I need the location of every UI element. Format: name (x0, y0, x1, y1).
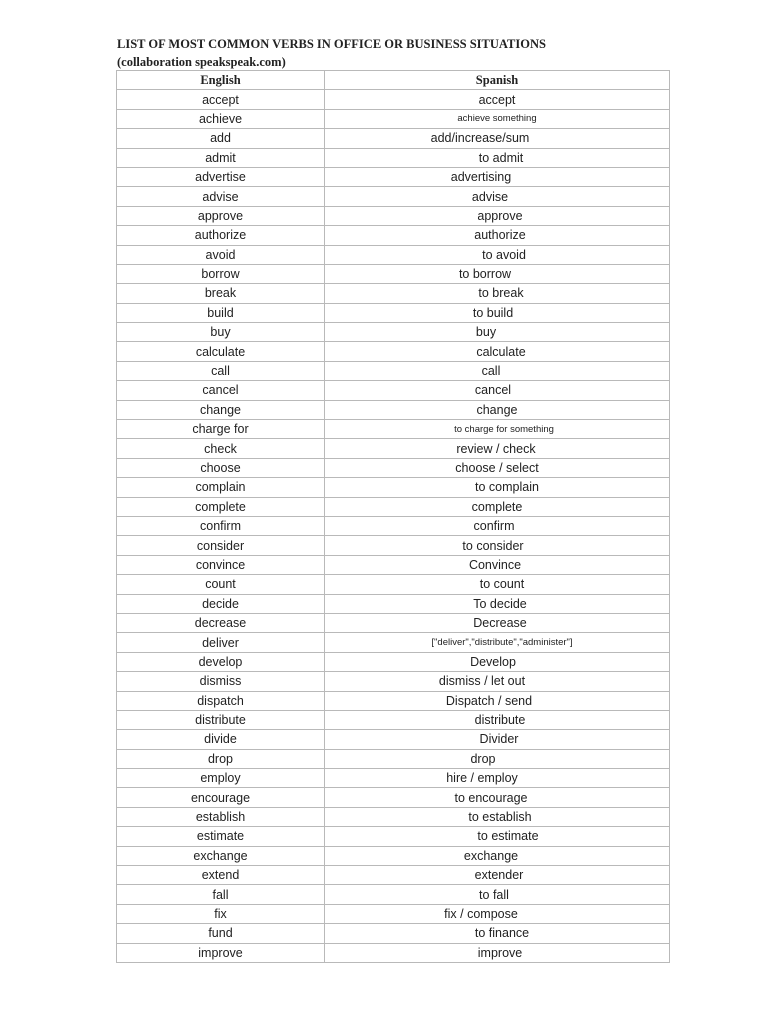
cell-spanish-text: To decide (473, 596, 527, 611)
cell-english: avoid (117, 245, 325, 264)
cell-spanish-text: to borrow (458, 267, 512, 282)
table-row (117, 90, 670, 109)
table-row (117, 749, 670, 768)
cell-spanish (325, 904, 670, 923)
cell-spanish-text: extender (474, 868, 524, 883)
cell-english: build (117, 303, 325, 322)
table-row (117, 400, 670, 419)
cell-spanish (325, 478, 670, 497)
cell-spanish-text: Decrease (473, 616, 527, 631)
table-row (117, 691, 670, 710)
cell-english: complain (117, 478, 325, 497)
cell-spanish-text: hire / employ (446, 771, 518, 786)
cell-spanish (325, 924, 670, 943)
cell-spanish-text: to avoid (482, 247, 526, 262)
table-row (117, 516, 670, 535)
cell-spanish (325, 691, 670, 710)
table-row (117, 924, 670, 943)
cell-spanish (325, 303, 670, 322)
cell-spanish (325, 109, 670, 128)
cell-english: add (117, 129, 325, 148)
table-row (117, 478, 670, 497)
verbs-table (116, 70, 670, 963)
table-row (117, 943, 670, 962)
cell-spanish-text: Dispatch / send (445, 693, 533, 708)
cell-spanish (325, 458, 670, 477)
cell-spanish-text: to count (479, 577, 525, 592)
cell-english: develop (117, 652, 325, 671)
table-row (117, 594, 670, 613)
cell-spanish-text: call (481, 364, 501, 379)
cell-english: employ (117, 769, 325, 788)
cell-spanish-text: Convince (468, 557, 522, 572)
cell-english: charge for (117, 420, 325, 439)
cell-english: accept (117, 90, 325, 109)
cell-spanish (325, 613, 670, 632)
cell-spanish-text: add/increase/sum (430, 131, 530, 146)
cell-spanish (325, 342, 670, 361)
table-row (117, 536, 670, 555)
cell-spanish (325, 943, 670, 962)
cell-english: improve (117, 943, 325, 962)
cell-spanish-text: fix / compose (444, 906, 518, 921)
cell-spanish-text: to break (478, 286, 524, 301)
table-row (117, 788, 670, 807)
cell-spanish (325, 846, 670, 865)
cell-spanish-text: to build (472, 305, 514, 320)
table-row (117, 323, 670, 342)
table-row (117, 361, 670, 380)
cell-english: count (117, 575, 325, 594)
table-row (117, 226, 670, 245)
table-row (117, 148, 670, 167)
cell-spanish-text: review / check (456, 441, 536, 456)
table-row (117, 187, 670, 206)
cell-spanish (325, 555, 670, 574)
cell-spanish-text: complete (471, 499, 523, 514)
cell-english: drop (117, 749, 325, 768)
cell-english: decrease (117, 613, 325, 632)
cell-spanish-text: to admit (478, 150, 524, 165)
cell-spanish (325, 167, 670, 186)
cell-spanish (325, 497, 670, 516)
cell-spanish-text: achieve something (457, 113, 537, 125)
table-row (117, 381, 670, 400)
cell-spanish (325, 885, 670, 904)
table-row (117, 672, 670, 691)
document-subtitle: (collaboration speakspeak.com) (117, 55, 286, 69)
cell-english: call (117, 361, 325, 380)
cell-spanish (325, 769, 670, 788)
cell-english: distribute (117, 710, 325, 729)
table-row (117, 866, 670, 885)
cell-english: consider (117, 536, 325, 555)
cell-spanish (325, 730, 670, 749)
cell-english: admit (117, 148, 325, 167)
table-row (117, 303, 670, 322)
cell-spanish-text: accept (478, 92, 516, 107)
table-header-row (117, 71, 670, 90)
cell-spanish (325, 710, 670, 729)
table-row (117, 458, 670, 477)
document-title: LIST OF MOST COMMON VERBS IN OFFICE OR BUSINESS SITUATIONS (117, 37, 546, 51)
cell-spanish (325, 381, 670, 400)
table-row (117, 846, 670, 865)
cell-spanish-text: confirm (473, 519, 515, 534)
cell-spanish-text: change (476, 402, 518, 417)
cell-spanish-text: calculate (476, 344, 526, 359)
table-row (117, 613, 670, 632)
cell-spanish (325, 749, 670, 768)
cell-english: buy (117, 323, 325, 342)
cell-spanish (325, 866, 670, 885)
cell-english: change (117, 400, 325, 419)
cell-spanish-text: to complain (475, 480, 539, 495)
cell-spanish (325, 439, 670, 458)
cell-english: borrow (117, 264, 325, 283)
table-row (117, 827, 670, 846)
table-row (117, 633, 670, 652)
cell-spanish (325, 536, 670, 555)
cell-english: choose (117, 458, 325, 477)
cell-spanish (325, 575, 670, 594)
cell-spanish (325, 264, 670, 283)
cell-english: fund (117, 924, 325, 943)
table-row (117, 710, 670, 729)
cell-spanish (325, 788, 670, 807)
cell-spanish (325, 633, 670, 652)
table-row (117, 342, 670, 361)
cell-spanish-text: choose / select (455, 461, 539, 475)
cell-english: dispatch (117, 691, 325, 710)
cell-english: check (117, 439, 325, 458)
cell-english: estimate (117, 827, 325, 846)
table-row (117, 129, 670, 148)
cell-spanish (325, 187, 670, 206)
cell-english: complete (117, 497, 325, 516)
table-row (117, 904, 670, 923)
table-row (117, 497, 670, 516)
cell-spanish-text: to consider (462, 538, 524, 553)
header-english: English (117, 71, 325, 90)
cell-english: exchange (117, 846, 325, 865)
cell-english: advise (117, 187, 325, 206)
cell-english: dismiss (117, 672, 325, 691)
cell-spanish-text: ["deliver","distribute","administer"] (431, 637, 573, 649)
cell-english: break (117, 284, 325, 303)
cell-english: advertise (117, 167, 325, 186)
cell-english: extend (117, 866, 325, 885)
cell-english: encourage (117, 788, 325, 807)
table-row (117, 167, 670, 186)
cell-english: authorize (117, 226, 325, 245)
cell-english: fall (117, 885, 325, 904)
cell-spanish-text: approve (477, 208, 523, 223)
cell-english: divide (117, 730, 325, 749)
table-row (117, 769, 670, 788)
cell-spanish-text: Divider (479, 732, 519, 747)
cell-spanish-text: dismiss / let out (438, 674, 526, 689)
cell-spanish (325, 420, 670, 439)
cell-spanish (325, 323, 670, 342)
cell-spanish-text: to establish (468, 810, 532, 825)
cell-spanish (325, 361, 670, 380)
cell-spanish (325, 652, 670, 671)
header-spanish: Spanish (325, 71, 670, 90)
cell-spanish (325, 226, 670, 245)
table-row (117, 420, 670, 439)
cell-spanish (325, 807, 670, 826)
cell-spanish (325, 516, 670, 535)
table-row (117, 109, 670, 128)
cell-spanish-text: authorize (474, 228, 526, 243)
cell-spanish (325, 206, 670, 225)
cell-spanish-text: improve (477, 945, 523, 960)
cell-spanish-text: to estimate (477, 829, 539, 844)
cell-english: approve (117, 206, 325, 225)
cell-spanish-text: distribute (474, 713, 526, 728)
cell-spanish (325, 400, 670, 419)
cell-spanish (325, 245, 670, 264)
cell-english: calculate (117, 342, 325, 361)
cell-spanish-text: drop (470, 751, 496, 766)
table-row (117, 555, 670, 574)
table-row (117, 652, 670, 671)
table-row (117, 284, 670, 303)
cell-english: achieve (117, 109, 325, 128)
cell-english: decide (117, 594, 325, 613)
table-row (117, 264, 670, 283)
cell-spanish-text: cancel (474, 383, 512, 398)
cell-spanish (325, 594, 670, 613)
cell-english: convince (117, 555, 325, 574)
cell-spanish (325, 148, 670, 167)
cell-spanish-text: to encourage (454, 790, 528, 805)
table-row (117, 245, 670, 264)
table-row (117, 575, 670, 594)
cell-spanish-text: to charge for something (454, 423, 554, 435)
cell-spanish-text: buy (475, 325, 497, 340)
cell-english: establish (117, 807, 325, 826)
cell-spanish-text: to fall (479, 887, 509, 902)
cell-spanish-text: exchange (463, 848, 519, 863)
cell-english: cancel (117, 381, 325, 400)
table-row (117, 206, 670, 225)
cell-english: confirm (117, 516, 325, 535)
cell-spanish-text: Develop (470, 654, 516, 669)
table-row (117, 730, 670, 749)
table-row (117, 885, 670, 904)
table-row (117, 807, 670, 826)
cell-spanish (325, 129, 670, 148)
cell-spanish (325, 672, 670, 691)
cell-spanish (325, 90, 670, 109)
cell-spanish-text: to finance (474, 926, 530, 941)
table-body (117, 90, 670, 963)
cell-spanish-text: advertising (450, 170, 512, 185)
cell-spanish-text: advise (471, 189, 509, 204)
cell-english: deliver (117, 633, 325, 652)
table-row (117, 439, 670, 458)
cell-spanish (325, 827, 670, 846)
cell-english: fix (117, 904, 325, 923)
cell-spanish (325, 284, 670, 303)
